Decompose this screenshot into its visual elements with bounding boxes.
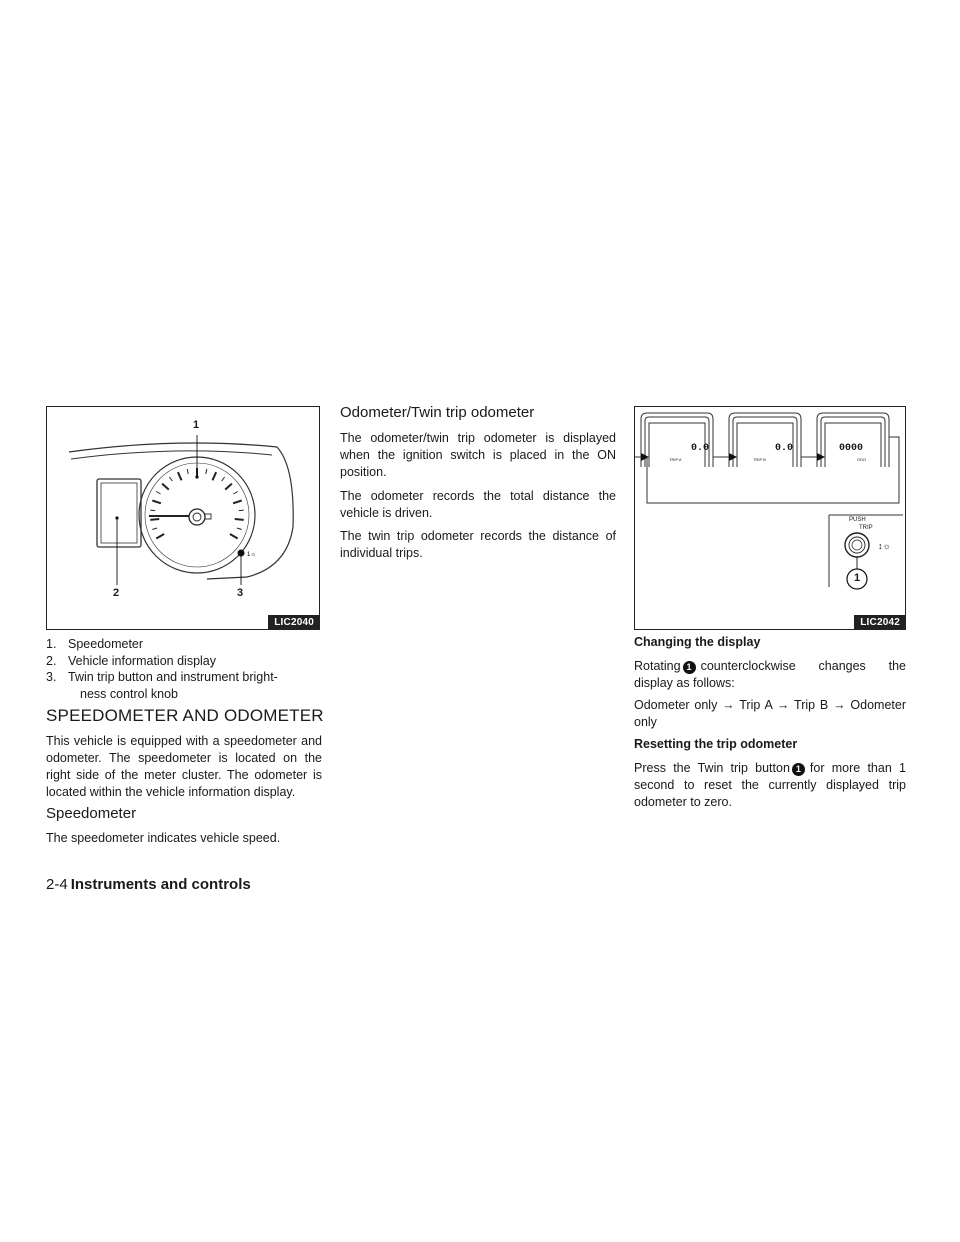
callout-2: 2 (113, 587, 120, 599)
marker-1-icon: 1 (683, 661, 696, 674)
speedometer-tick (156, 492, 160, 495)
legend-item-3-continued: ness control knob (80, 686, 178, 701)
speedometer-tick (213, 472, 217, 480)
push-label: PUSH (849, 517, 866, 523)
callout-1: 1 (193, 419, 200, 431)
svg-text:1☼: 1☼ (247, 552, 256, 558)
speedometer-tick (152, 501, 161, 504)
speedometer-tick (222, 477, 225, 481)
instrument-cluster-illustration (47, 407, 319, 629)
callout-3: 3 (237, 587, 244, 599)
trip-a-value: 0.0 (691, 443, 710, 454)
section-heading: SPEEDOMETER AND ODOMETER (46, 706, 324, 725)
page-footer (46, 876, 251, 893)
figure-id-label-right: LIC2042 (854, 615, 905, 629)
legend-item-1: 1. Speedometer (46, 637, 144, 651)
trip-a-label: TRIP A (669, 457, 682, 462)
figure-instrument-cluster (46, 406, 320, 630)
speedometer-tick (178, 472, 182, 480)
speedometer-tick (169, 477, 172, 481)
odo-label: ODO (857, 457, 867, 462)
display-sequence-text: Odometer only → Trip A → Trip B → Odometer only (634, 698, 906, 729)
resetting-text: Press the Twin trip button 1 for more than 1 second to reset the currently displayed trip odometer to zero. (634, 761, 906, 809)
legend-item-3: 3. Twin trip button and instrument bright- (46, 670, 278, 684)
odometer-paragraph-1: The odometer/twin trip odometer is displayed when the ignition switch is placed in the ON position. (340, 431, 616, 479)
section-intro-text: This vehicle is equipped with a speedometer and odometer. The speedometer is located on the right side of the meter cluster. The odometer is located within the vehicle information display. (46, 734, 322, 799)
svg-text:↕☼: ↕☼ (878, 541, 891, 551)
figure-trip-display (634, 406, 906, 630)
legend-item-2: 2. Vehicle information display (46, 653, 216, 668)
resetting-heading: Resetting the trip odometer (634, 737, 798, 751)
changing-display-text: Rotating 1 counterclockwise changes the display as follows: (634, 659, 906, 690)
speedometer-tick (187, 469, 188, 474)
speedometer-heading: Speedometer (46, 805, 137, 822)
speedometer-tick (152, 528, 157, 530)
trip-b-label: TRIP B (753, 457, 766, 462)
speedometer-tick (150, 510, 155, 511)
callout-1-right: 1 (854, 572, 861, 584)
marker-1-icon-reset: 1 (792, 763, 805, 776)
odometer-heading: Odometer/Twin trip odometer (340, 404, 535, 421)
vehicle-info-display-shape (97, 479, 141, 547)
speedometer-tick (162, 484, 169, 490)
speedometer-tick (233, 492, 237, 495)
speedometer-tick (237, 528, 242, 530)
speedometer-text: The speedometer indicates vehicle speed. (46, 831, 281, 845)
speedometer-tick (225, 484, 232, 490)
speedometer-tick (150, 519, 159, 520)
trip-b-value: 0.0 (775, 443, 794, 454)
changing-display-heading: Changing the display (634, 635, 761, 649)
page-number: 2-4 (46, 876, 68, 893)
speedometer-tick (230, 534, 238, 539)
odometer-paragraph-2: The odometer records the total distance the vehicle is driven. (340, 489, 616, 520)
speedometer-tick (156, 534, 164, 539)
speedometer-tick (206, 469, 207, 474)
speedometer-tick (233, 501, 242, 504)
odometer-paragraph-3: The twin trip odometer records the distance of individual trips. (340, 529, 616, 560)
speedometer-tick (239, 510, 244, 511)
odo-value: 0000 (839, 443, 864, 454)
section-title: Instruments and controls (70, 876, 251, 893)
trip-label: TRIP (859, 525, 873, 531)
figure-id-label: LIC2040 (268, 615, 319, 629)
speedometer-tick (235, 519, 244, 520)
